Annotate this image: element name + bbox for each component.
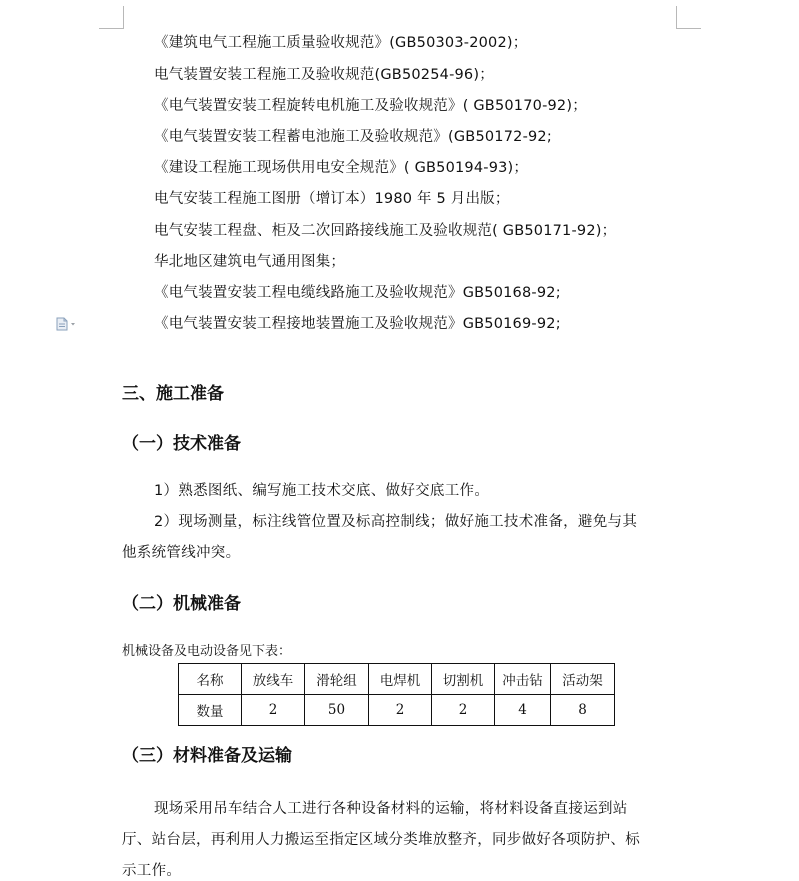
table-cell-qty: 2 — [432, 695, 495, 726]
section-heading: 三、施工准备 — [122, 384, 224, 404]
standard-item: 电气安装工程盘、柜及二次回路接线施工及验收规范( GB50171-92)； — [154, 223, 617, 239]
standard-item: 《电气装置安装工程接地装置施工及验收规范》GB50169-92; — [154, 316, 561, 332]
standard-item: 电气装置安装工程施工及验收规范(GB50254-96)； — [154, 67, 494, 83]
table-cell-name: 活动架 — [551, 664, 615, 695]
tech-item-2: 2）现场测量，标注线管位置及标高控制线；做好施工技术准备，避免与其 — [154, 514, 638, 530]
table-cell-name: 放线车 — [242, 664, 305, 695]
standard-item: 华北地区建筑电气通用图集； — [154, 254, 346, 270]
table-row-quantities — [179, 695, 615, 726]
subsection-heading-tech: （一）技术准备 — [122, 434, 241, 454]
document-dropdown-icon[interactable] — [56, 316, 78, 330]
table-cell-qty: 50 — [305, 695, 369, 726]
table-cell-name: 冲击钻 — [495, 664, 551, 695]
subsection-heading-material: （三）材料准备及运输 — [122, 746, 292, 766]
material-paragraph-line: 现场采用吊车结合人工进行各种设备材料的运输，将材料设备直接运到站 — [154, 801, 628, 817]
subsection-heading-machine: （二）机械准备 — [122, 594, 241, 614]
standard-item: 《电气装置安装工程蓄电池施工及验收规范》(GB50172-92; — [154, 129, 552, 145]
standard-item: 电气安装工程施工图册（增订本）1980 年 5 月出版； — [154, 191, 510, 207]
standard-item: 《建设工程施工现场供用电安全规范》( GB50194-93)； — [154, 160, 529, 176]
table-cell-name: 滑轮组 — [305, 664, 369, 695]
table-row-names — [179, 664, 615, 695]
table-header-cell: 名称 — [179, 664, 242, 695]
table-caption: 机械设备及电动设备见下表： — [122, 644, 292, 659]
crop-mark-top-left — [99, 6, 124, 29]
table-cell-name: 切割机 — [432, 664, 495, 695]
material-paragraph-line: 厅、站台层，再利用人力搬运至指定区域分类堆放整齐，同步做好各项防护、标 — [122, 832, 640, 848]
table-cell-name: 电焊机 — [369, 664, 432, 695]
table-cell-qty: 2 — [369, 695, 432, 726]
table-cell-qty: 8 — [551, 695, 615, 726]
table-cell-qty: 2 — [242, 695, 305, 726]
table-cell-qty: 4 — [495, 695, 551, 726]
crop-mark-top-right — [676, 6, 701, 29]
material-paragraph-line: 示工作。 — [122, 863, 182, 879]
tech-item-2-continued: 他系统管线冲突。 — [122, 545, 241, 561]
tech-item-1: 1）熟悉图纸、编写施工技术交底、做好交底工作。 — [154, 483, 490, 499]
standard-item: 《建筑电气工程施工质量验收规范》(GB50303-2002)； — [154, 35, 528, 51]
table-header-cell: 数量 — [179, 695, 242, 726]
equipment-table — [178, 663, 615, 726]
standard-item: 《电气装置安装工程旋转电机施工及验收规范》( GB50170-92)； — [154, 98, 587, 114]
standard-item: 《电气装置安装工程电缆线路施工及验收规范》GB50168-92; — [154, 285, 561, 301]
